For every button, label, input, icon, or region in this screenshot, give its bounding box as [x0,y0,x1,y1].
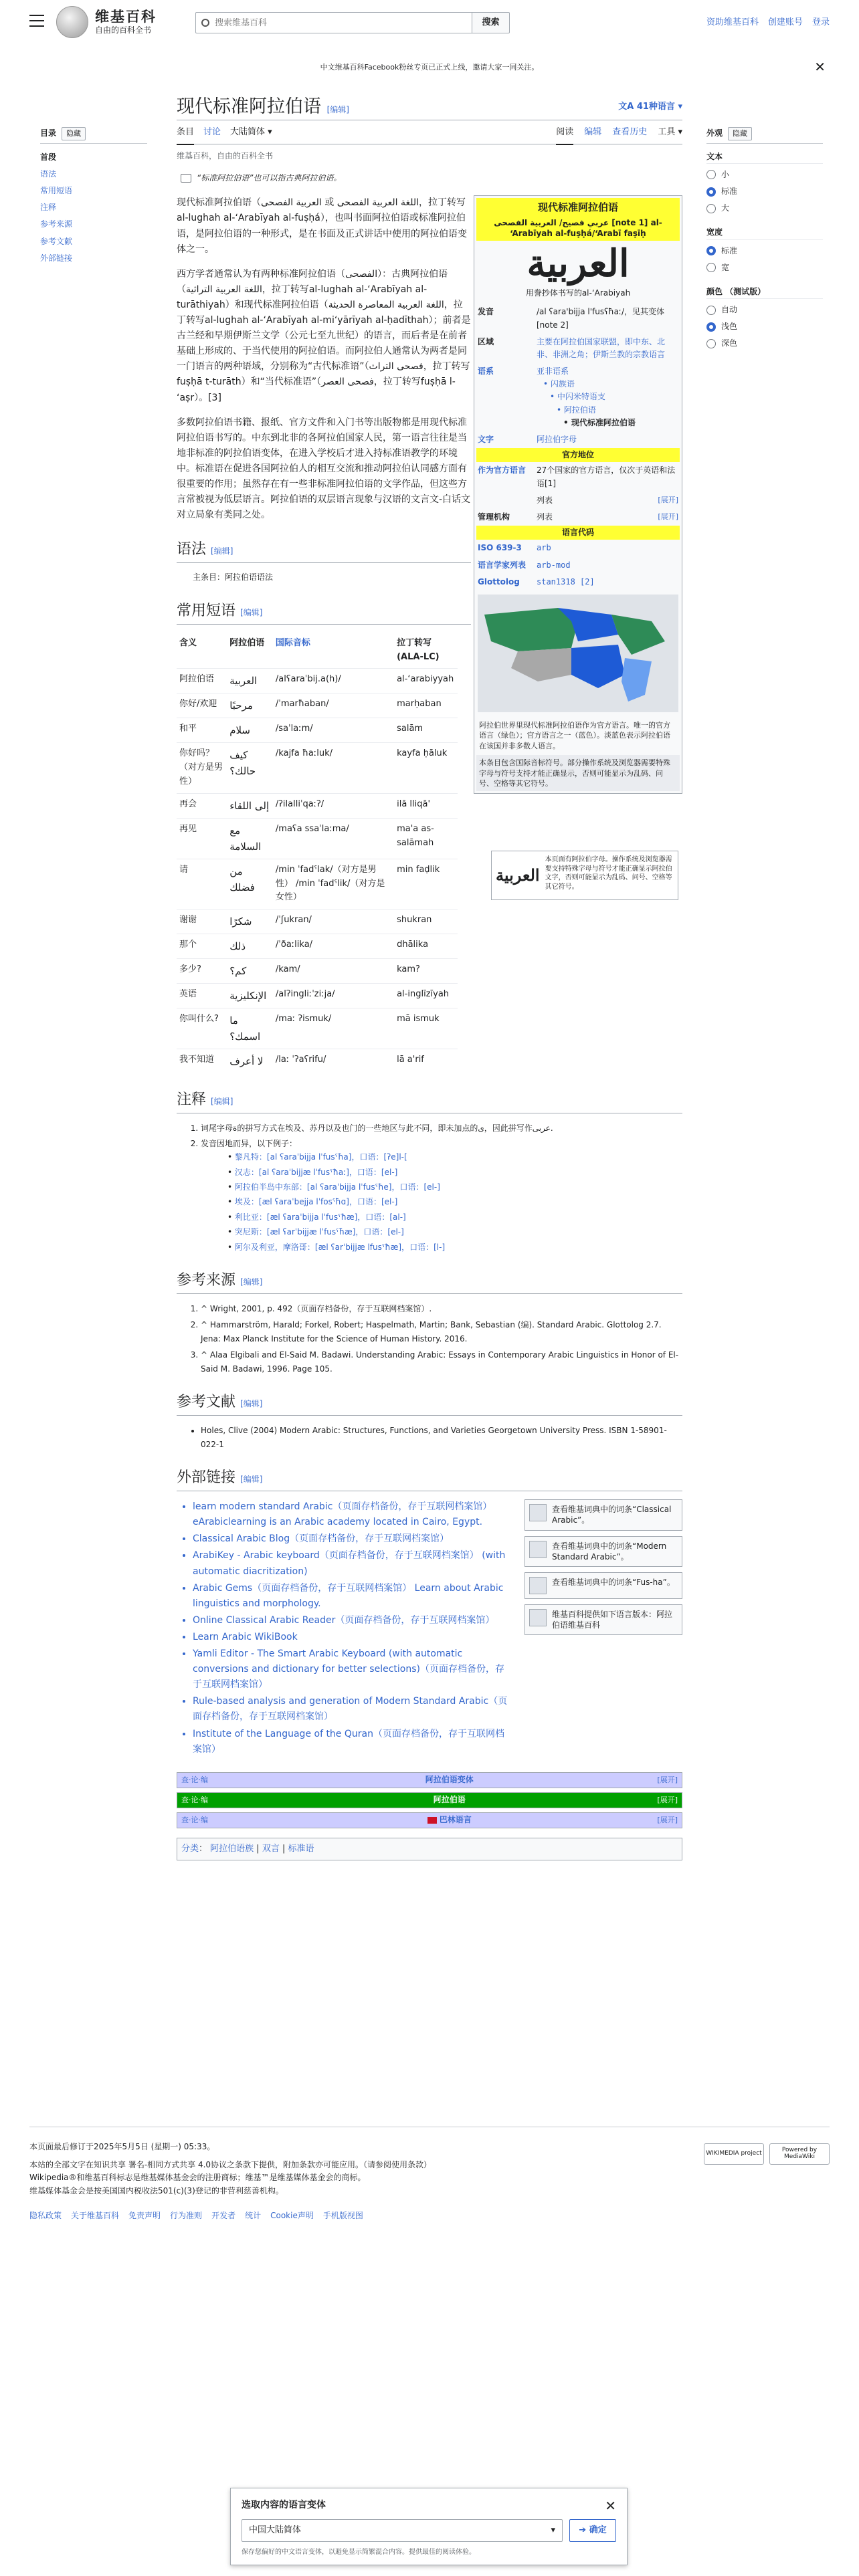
table-cell: /maʕa ssaˈlaːma/ [273,818,394,859]
external-links-list [177,1499,511,1757]
table-cell: سلام [227,718,273,743]
table-row [177,793,458,818]
table-row [177,984,458,1008]
text-size-group [706,150,823,217]
toc-item-intro[interactable]: 首段 [40,152,57,162]
close-icon[interactable]: ✕ [814,59,826,75]
footer-link[interactable]: Cookie声明 [270,2210,314,2220]
table-cell: lā a'rif [394,1049,458,1074]
column-header: 拉丁转写 (ALA-LC) [397,637,440,662]
expand-button[interactable]: [展开] [657,1775,678,1784]
dialog-title: 选取内容的语言变体 [242,2500,326,2510]
section-phrases: 常用短语 [编辑] [177,599,471,625]
infobox-band-official: 官方地位 [476,448,680,462]
option-label: 小 [721,169,730,179]
text-size-label: 文本 [706,150,823,164]
table-cell: ما اسمك؟ [227,1008,273,1049]
section-bibliography: 参考文献 [编辑] [177,1390,682,1416]
table-cell: /ˈmarħaban/ [273,693,394,718]
infobox-key: 区域 [478,336,494,346]
table-cell: kam? [394,959,458,984]
external-link-item[interactable]: • ArabiKey - Arabic keyboard（页面存档备份，存于互联网档案馆） (with automatic diacritization) [193,1548,511,1579]
foundation-text: 维基媒体基金会是按美国国内税收法501(c)(3)登记的非营利慈善机构。 [29,2185,284,2195]
tree-item[interactable]: • 中闪米特语支 [543,391,678,403]
toc-item-bibliography[interactable]: 参考文献 [40,236,73,246]
table-cell: لا أعرف [227,1049,273,1074]
infobox-value[interactable]: arb [537,543,551,553]
phrase-table [177,633,458,1073]
infobox-subtitle: العربية الفصحى‎ /عربي فصيح [note 1] al-ʻArabīyah al-fuṣḥá/ʻArabī faṣīḥ [476,217,680,240]
column-header: 阿拉伯语 [229,637,265,648]
table-cell: 英语 [177,984,227,1008]
table-cell: مع السلامة [227,818,273,859]
table-row [177,859,458,909]
table-cell: /alʔingliːˈziːja/ [273,984,394,1008]
infobox-row [476,462,680,492]
radio-selected-icon[interactable] [706,187,716,197]
external-link-item[interactable]: • Institute of the Language of the Quran（页面存档备份，存于互联网档案馆） [193,1727,511,1757]
search-field[interactable] [195,12,472,33]
table-cell: مرحبًا [227,693,273,718]
bibliography-list [177,1424,682,1451]
intro-paragraph: 多数阿拉伯语书籍、报纸、官方文件和入门书等出版物都是用现代标准阿拉伯语书写的。中东到北非的各阿拉伯国家人民，第一语言往往是当地非标准的阿拉伯语变体，在进入学校后才进入持标准语教学的环境中。标准语在促进各国阿拉伯人的相互交流和推动阿拉伯认同感方面有很重要的作用；虽然存在有一些非标准阿拉伯语的文学作品，但这些方言常被视为低层语言。阿拉伯语的双层语言现象与汉语的文言文-白话文对立局象有类同之处。 [177,417,471,521]
table-cell: الإنكليزية [227,984,273,1008]
color-dark[interactable] [706,335,823,352]
close-icon[interactable]: ✕ [605,2498,616,2514]
radio-icon[interactable] [706,204,716,213]
table-cell: salām [394,718,458,743]
color-light[interactable] [706,318,823,335]
category-label[interactable]: 分类 [181,1843,199,1854]
infobox-arabic-calligraphy: العربية [527,241,630,286]
category-link[interactable]: 双言 [262,1843,280,1854]
table-row [177,909,458,934]
tree-item[interactable]: • 闪族语 [543,378,678,391]
infobox-row [476,334,680,363]
wiktionary-icon [529,1577,547,1594]
navbox-arabic-varieties [177,1772,682,1788]
table-row [177,718,458,743]
footer-link[interactable]: 行为准则 [170,2210,203,2220]
infobox-row [476,492,680,509]
toc-item-notes[interactable]: 注释 [40,203,57,213]
wiktionary-icon [529,1504,547,1521]
search-form [195,12,510,33]
map-caption: 阿拉伯世界里现代标准阿拉伯语作为官方语言。唯一的官方语言（绿色）；官方语言之一（蓝色）。淡蓝色表示阿拉伯语在该国并非多数人语言。 [479,721,670,750]
radio-selected-icon[interactable] [706,322,716,332]
section-external: 外部链接 [编辑] [177,1466,682,1491]
wikimedia-badge[interactable]: WIKIMEDIA project [704,2143,764,2165]
logo-tagline: 自由的百科全书 [95,25,152,35]
variant-dialog [230,2488,628,2565]
table-cell: marḥaban [394,693,458,718]
reference-item: 3. ^ Alaa Elgibali and El-Said M. Badawi. Understanding Arabic: Essays in Contemporary Arabic Linguistics in Honor of El-Said M. Badawi, 1996. Page 105. [201,1348,682,1376]
arabic-notice-text: 本页面有阿拉伯字母。操作系统及浏览器需要支持特殊字母与符号才能正确显示阿拉伯文字，否则可能显示为乱码、问号、空格等其它符号。 [545,856,672,891]
toc-item-phrases[interactable]: 常用短语 [40,185,73,195]
toc-item-grammar[interactable]: 语法 [40,169,57,179]
table-row [177,959,458,984]
sister-text: 查看维基词典中的词条“Fus-ha”。 [552,1577,675,1587]
sister-projects [524,1499,682,1640]
section-notes: 注释 [编辑] [177,1088,682,1113]
sister-text: 查看维基词典中的词条“Classical Arabic”。 [552,1505,672,1525]
navbox-title[interactable]: 巴林语言 [242,1814,657,1826]
footer-link[interactable]: 免责声明 [128,2210,161,2220]
option-label: 浅色 [721,322,738,332]
arab-world-map[interactable] [476,595,680,712]
list-label: 列表 [537,512,553,522]
create-account-link[interactable]: 创建账号 [767,17,803,27]
infobox-value[interactable]: stan1318 [2] [537,576,595,586]
sister-text: 维基百科提供如下语言版本：阿拉伯语维基百科 [552,1609,673,1630]
vte-links[interactable]: 查·论·编 [181,1815,208,1824]
text-size-large[interactable] [706,200,823,217]
color-group [706,286,823,352]
vte-links[interactable]: 查·论·编 [181,1775,208,1784]
footer-badges [704,2143,830,2165]
section-edit-link[interactable]: [编辑] [240,1399,263,1409]
option-label: 标准 [721,245,738,255]
table-cell: 你好/欢迎 [177,693,227,718]
text-size-standard[interactable] [706,183,823,200]
search-icon [201,19,209,27]
appearance-title: 外观 [706,128,723,138]
reference-item: 1. ^ Wright, 2001, p. 492（页面存档备份，存于互联网档案馆）. [201,1302,682,1315]
category-link[interactable]: 标准语 [288,1843,314,1854]
table-row [177,743,458,793]
tab-talk[interactable]: 讨论 [203,127,221,137]
table-row [177,1008,458,1049]
wiktionary-box[interactable] [524,1499,682,1530]
infobox-title: 现代标准阿拉伯语 [476,198,680,217]
table-of-contents [40,127,147,267]
bahrain-flag-icon [427,1817,437,1824]
table-cell: /kam/ [273,959,394,984]
article-body [177,195,471,1073]
wiktionary-box[interactable] [524,1572,682,1599]
table-cell: /maː ʔismuk/ [273,1008,394,1049]
infobox-key: 管理机构 [478,512,510,522]
variant-item: • 阿拉伯半岛中东部：[al ʕaraˈbijja lˈfusˤħe]，口语：[el-] [227,1180,682,1194]
intro-paragraph: 西方学者通常认为有两种标准阿拉伯语（الفصحى）：古典阿拉伯语（اللغة العربية التراثية，拉丁转写al-lughah al-ʻArabīyah al-turāthiyah）和现代标准阿拉伯语（اللغة العربية المعاصرة الحديثة，拉丁转写al-lughah al-ʻArabīyah al-miʻyārīyah al-ḥadīthah）；前者是古兰经和早期伊斯兰文学（公元七至九世纪）的语言，而后者是在前者基础上形成的、于当代使用的阿拉伯语。而阿拉伯人通常认为两者是同一门语言的两种语域，分别称为“古代标准语”（فصحى التراث，拉丁转写fuṣḥā t-turāth）和“当代标准语”（فصحى العصر，拉丁转写fuṣḥā l-ʻaṣr）。[3] [177,268,471,403]
infobox-key[interactable]: 作为官方语言 [478,465,527,475]
page-title: 现代标准阿拉伯语 [编辑] [177,96,349,117]
infobox-row [476,304,680,333]
table-cell: العربية [227,669,273,693]
toc-item-external[interactable]: 外部链接 [40,253,73,263]
radio-selected-icon[interactable] [706,246,716,255]
radio-icon[interactable] [706,263,716,272]
infobox-value: 27个国家的官方语言，仅次于英语和法语[1] [537,465,676,488]
infobox-row [476,431,680,448]
translate-icon: 文A [618,102,637,112]
section-edit-link[interactable]: [编辑] [240,1277,263,1287]
infobox-key[interactable]: Glottolog [478,576,520,586]
tree-item: • 现代标准阿拉伯语 [543,417,678,429]
table-row [177,669,458,693]
phrase-table-header [177,633,458,669]
external-link-item[interactable]: • learn modern standard Arabic（页面存档备份，存于互联网档案馆） eArabiclearning is an Arabic academy located in Cairo, Egypt. [193,1499,511,1530]
confirm-button[interactable]: ➔ 确定 [569,2519,616,2542]
option-label: 标准 [721,186,738,196]
table-cell: al-ʻarabiyyah [394,669,458,693]
radio-icon[interactable] [706,306,716,315]
arabic-script-notice [491,851,678,900]
search-button[interactable]: 搜索 [472,12,510,33]
language-button[interactable]: 文A 41种语言 ▾ [618,102,682,112]
page-tabs [177,120,682,144]
chevron-down-icon: ▾ [551,2525,555,2535]
table-cell: 和平 [177,718,227,743]
table-cell: al-inglīzīyah [394,984,458,1008]
arrow-right-icon: ➔ [579,2525,589,2535]
main-article-note: 主条目：阿拉伯语语法 [193,572,274,582]
table-cell: /ˈðaːlika/ [273,934,394,959]
external-link-item[interactable]: • Rule-based analysis and generation of Modern Standard Arabic（页面存档备份，存于互联网档案馆） [193,1694,511,1725]
main-menu-icon[interactable] [29,15,44,27]
last-modified: 本页面最后修订于2025年5月5日 (星期一) 05:33。 [29,2142,215,2151]
trademark-text: Wikipedia®和维基百科标志是维基媒体基金会的注册商标；维基™是维基媒体基金会的商标。 [29,2173,366,2183]
table-cell: من فضلك [227,859,273,909]
section-edit-link[interactable]: [编辑] [240,1475,263,1484]
table-cell: shukran [394,909,458,934]
footer-link[interactable]: 关于维基百科 [71,2210,120,2220]
navboxes [177,1772,682,1828]
footer-links [29,2210,830,2222]
external-link-item[interactable]: • Online Classical Arabic Reader（页面存档备份，存于互联网档案馆） [193,1613,511,1628]
wikipedia-icon [529,1609,547,1626]
infobox-row [476,574,680,591]
width-group [706,226,823,276]
table-cell: إلى اللقاء [227,793,273,818]
infobox-value[interactable]: 阿拉伯字母 [537,435,577,445]
text-size-small[interactable] [706,167,823,183]
external-link-item[interactable]: • Yamli Editor - The Smart Arabic Keyboard (with automatic conversions and dictionary for better selections)（页面存档备份，存于互联网档案馆） [193,1646,511,1693]
footer-link[interactable]: 隐私政策 [29,2210,62,2220]
table-row [177,693,458,718]
infobox-key[interactable]: 语言学家列表 [478,560,527,570]
table-cell: شكرًا [227,909,273,934]
navbox-title[interactable]: 阿拉伯语 [433,1795,466,1805]
section-grammar: 语法 [编辑] [177,538,471,563]
table-cell: 再会 [177,793,227,818]
site-notice: 中文维基百科Facebook粉丝专页已正式上线，邀请大家一同关注。 [320,63,539,72]
color-label: 颜色 （测试版） [706,286,823,299]
table-cell: 请 [177,859,227,909]
infobox-caption: 用誊抄体书写的al-ʻArabiyah [525,288,631,298]
pronunciation-variants [201,1150,682,1254]
note-item: 2. 发音因地而异，以下例子： • 黎凡特：[al ʕaraˈbijja lˈfusˤħa]，口语：[ʔe]l-[ • 汉志：[al ʕaraˈbijjæ lˈfusˤħaː]，口语：[el-] • 阿拉伯半岛中东部：[al ʕaraˈbijja lˈfusˤħe]，口语：[el-] • 埃及：[æl ʕaraˈbejja lˈfosˤħɑ]，口语：[el-] • 利比亚：[æl ʕaraˈbijja lˈfusˤħæ]，口语：[al-] • 突尼斯：[æl ʕarˈbijjæ lˈfusˤħæ]，口语：[el-] • 阿尔及利亚，摩洛哥：[æl ʕarˈbijjæ lfusˤħæ]，口语：[l-] [201,1137,682,1254]
infobox-table [476,304,680,591]
table-cell: dhālika [394,934,458,959]
infobox [474,195,682,794]
reference-list [177,1302,682,1376]
mediawiki-badge[interactable]: Powered by MediaWiki [769,2143,830,2165]
site-subtitle: 维基百科，自由的百科全书 [177,151,274,160]
option-label: 自动 [721,305,738,315]
category-bar: 分类： 阿拉伯语族 | 双言 | 标准语 [177,1838,682,1861]
appearance-panel [706,127,823,362]
wiktionary-box[interactable] [524,1536,682,1567]
table-cell: /alʕaraˈbij.a(h)/ [273,669,394,693]
table-cell: /kajfa ħaːluk/ [273,743,394,793]
variant-dropdown[interactable]: 大陆简体 ▾ [230,127,272,137]
expand-button[interactable]: [展开] [657,1795,678,1804]
expand-button[interactable]: [展开] [658,495,678,504]
infobox-row [476,540,680,556]
section-edit-link[interactable]: [编辑] [211,1097,233,1107]
variant-selected-value: 中国大陆简体 [249,2525,302,2535]
variant-item: • 黎凡特：[al ʕaraˈbijja lˈfusˤħa]，口语：[ʔe]l-[ [227,1150,682,1164]
table-cell: 那个 [177,934,227,959]
table-cell: /ʔilalliˈqaːʔ/ [273,793,394,818]
infobox-key[interactable]: 语系 [478,366,494,377]
section-edit-link[interactable]: [编辑] [211,546,233,556]
tab-edit[interactable]: 编辑 [584,127,602,137]
table-cell: /min ˈfadˤlak/（对方是男性） /min ˈfadˤlik/（对方是女性） [273,859,394,909]
footer-link[interactable]: 统计 [245,2210,262,2220]
login-link[interactable]: 登录 [812,17,830,27]
table-cell: /laː ˈʔaʕrifu/ [273,1049,394,1074]
sister-text: 查看维基词典中的词条“Modern Standard Arabic”。 [552,1541,667,1562]
navbox-arabic [177,1792,682,1808]
table-cell: 多少? [177,959,227,984]
reference-item: 2. ^ Hammarström, Harald; Forkel, Robert; Haspelmath, Martin; Bank, Sebastian (编). Standard Arabic. Glottolog 2.7. Jena: Max Planck Institute for the Science of Human History. 2016. [201,1318,682,1346]
infobox-key[interactable]: ISO 639-3 [478,543,522,553]
color-auto[interactable] [706,302,823,318]
width-label: 宽度 [706,226,823,239]
navbox-title[interactable]: 阿拉伯语变体 [425,1775,474,1785]
infobox-row [476,363,680,431]
infobox-value: /al ʕara'bijja l'fusʕħaː/，见其变体[note 2] [537,307,665,330]
table-cell: kayfa ḥāluk [394,743,458,793]
external-link-item[interactable]: • Learn Arabic WikiBook [193,1630,511,1645]
main-content [177,91,682,1860]
tools-dropdown[interactable]: 工具 ▾ [658,127,682,137]
list-label: 列表 [537,495,553,505]
footer-link[interactable]: 手机版视图 [322,2210,363,2220]
tab-read[interactable]: 阅读 [556,126,573,145]
external-link-item[interactable]: • Classical Arabic Blog（页面存档备份，存于互联网档案馆） [193,1531,511,1547]
table-cell: 再见 [177,818,227,859]
option-label: 深色 [721,338,738,348]
column-header: 含义 [179,637,197,648]
appearance-hide-button[interactable]: 隐藏 [728,127,752,140]
vte-links[interactable]: 查·论·编 [181,1795,208,1804]
dialog-hint: 保存您偏好的中文语言变体，以避免显示简繁混合内容。提供最佳的阅读体验。 [242,2549,476,2557]
width-wide[interactable] [706,259,823,276]
section-sources: 参考来源 [编辑] [177,1269,682,1294]
table-cell: mā ismuk [394,1008,458,1049]
wikipedia-language-box[interactable] [524,1604,682,1635]
infobox-key[interactable]: 文字 [478,435,494,445]
wikipedia-logo[interactable] [56,6,88,38]
tab-history[interactable]: 查看历史 [612,127,648,137]
table-row [177,934,458,959]
table-row [177,1049,458,1074]
toc-hide-button[interactable]: 隐藏 [62,127,86,140]
toc-item-sources[interactable]: 参考来源 [40,219,73,229]
table-cell: ma'a as-salāmah [394,818,458,859]
ipa-notice: 本条目包含国际音标符号。部分操作系统及浏览器需要特殊字母与符号支持才能正确显示，否则可能显示为乱码、问号、空格等其它符号。 [476,755,680,791]
table-cell: 我不知道 [177,1049,227,1074]
infobox-row [476,557,680,574]
toc-title: 目录 [40,128,57,138]
intro-paragraph: 现代标准阿拉伯语（العربية الفصحى 或 اللغة العربية الفصحى，拉丁转写 al-lughah al-ʻArabīyah al-fuṣḥá），也叫书面阿拉伯语或标准阿拉伯语，是阿拉伯语的一种形式，是在书面及正式讲话中使用的阿拉伯语变体之一。 [177,197,467,255]
footer [29,2127,830,2222]
variant-item: • 利比亚：[æl ʕaraˈbijja lˈfusˤħæ]，口语：[al-] [227,1210,682,1224]
width-standard[interactable] [706,243,823,259]
table-cell: /saˈlaːm/ [273,718,394,743]
variant-item: • 突尼斯：[æl ʕarˈbijjæ lˈfusˤħæ]，口语：[el-] [227,1225,682,1239]
bibliography-item: • Holes, Clive (2004) Modern Arabic: Structures, Functions, and Varieties Georgetown University Press. ISBN 1-58901-022-1 [201,1424,682,1451]
family-link[interactable]: 亚非语系 [537,366,569,377]
wiktionary-icon [529,1541,547,1558]
infobox-value[interactable]: 主要在阿拉伯国家联盟，即中东、北非、非洲之角；伊斯兰教的宗教语言 [537,336,666,359]
expand-button[interactable]: [展开] [658,512,678,521]
option-label: 大 [721,203,730,213]
table-cell: min faḍlik [394,859,458,909]
navbox-bahrain-languages [177,1812,682,1828]
option-label: 宽 [721,262,730,272]
footer-link[interactable]: 开发者 [211,2210,236,2220]
search-input[interactable] [215,18,472,28]
radio-icon[interactable] [706,339,716,348]
tab-article[interactable]: 条目 [177,126,194,145]
user-links [706,16,830,30]
donate-link[interactable]: 资助维基百科 [706,17,759,27]
note-item: 1. 词尾字母ة的拼写方式在埃及、苏丹以及也门的一些地区与此不同，即未加点的ى，因此拼写作عربى. [201,1121,682,1135]
title-edit-link[interactable]: [编辑] [326,105,349,114]
table-cell: /ˈʃukran/ [273,909,394,934]
infobox-value [535,363,680,431]
expand-button[interactable]: [展开] [657,1815,678,1824]
radio-icon[interactable] [706,170,716,179]
section-edit-link[interactable]: [编辑] [240,607,263,617]
table-cell: كم؟ [227,959,273,984]
header [0,0,859,44]
license-text: 本站的全部文字在知识共享 署名-相同方式共享 4.0协议之条款下提供，附加条款亦可能应用。（请参阅使用条款） [29,2160,432,2170]
variant-item: • 汉志：[al ʕaraˈbijjæ lˈfusˤħaː]，口语：[el-] [227,1166,682,1179]
logo-title[interactable]: 维基百科 [95,8,157,25]
table-row [177,818,458,859]
table-cell: 谢谢 [177,909,227,934]
table-cell: ilā lliqā' [394,793,458,818]
column-header[interactable]: 国际音标 [275,637,310,648]
infobox-key: 发音 [478,307,494,317]
table-cell: 阿拉伯语 [177,669,227,693]
notes-list [177,1121,682,1254]
arabic-glyph: العربية [496,865,540,885]
infobox-band-codes: 语言代码 [476,526,680,540]
family-tree [537,378,678,429]
table-cell: 你好吗？（对方是男性） [177,743,227,793]
hatnote: “标准阿拉伯语”也可以指古典阿拉伯语。 [177,172,682,185]
table-cell: ذلك [227,934,273,959]
infobox-value[interactable]: arb-mod [537,560,571,570]
variant-item: • 阿尔及利亚，摩洛哥：[æl ʕarˈbijjæ lfusˤħæ]，口语：[l-] [227,1241,682,1254]
variant-item: • 埃及：[æl ʕaraˈbejja lˈfosˤħɑ]，口语：[el-] [227,1195,682,1208]
table-cell: كيف حالك؟ [227,743,273,793]
table-cell: 你叫什么? [177,1008,227,1049]
tree-item[interactable]: • 阿拉伯语 [543,404,678,417]
infobox-row [476,509,680,526]
category-link[interactable]: 阿拉伯语族 [210,1843,254,1854]
external-link-item[interactable]: • Arabic Gems（页面存档备份，存于互联网档案馆） Learn about Arabic linguistics and morphology. [193,1581,511,1612]
variant-select[interactable] [242,2519,563,2542]
